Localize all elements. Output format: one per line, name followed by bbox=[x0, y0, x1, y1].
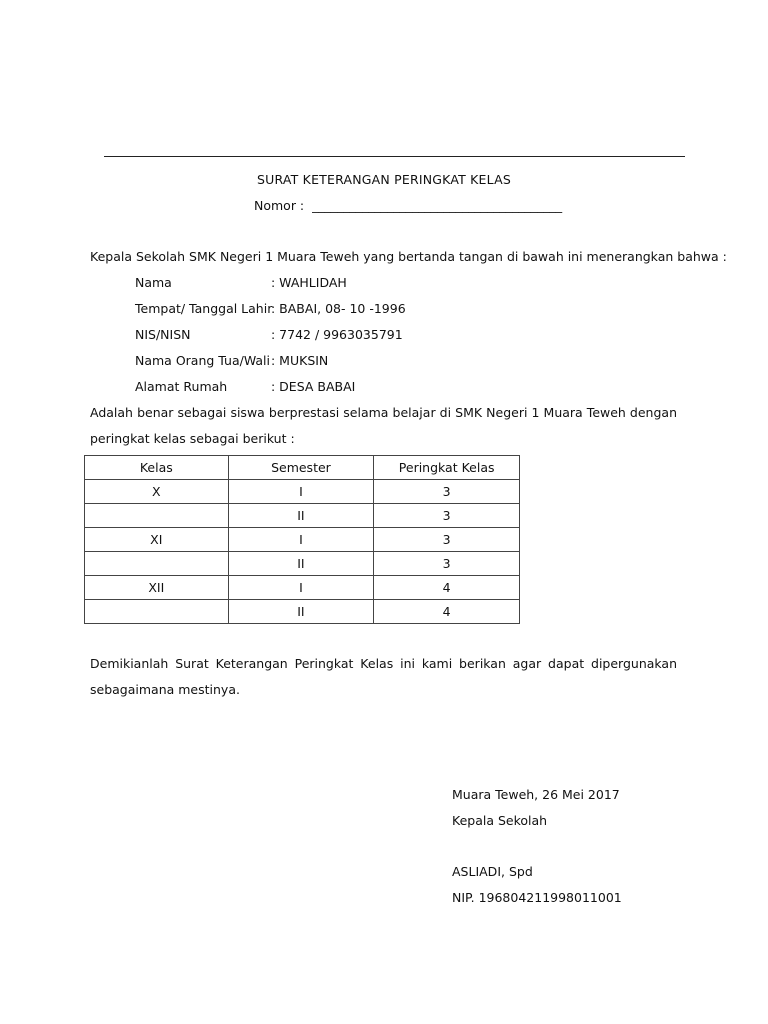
field-label-nama: Nama bbox=[135, 275, 172, 290]
table-cell: 3 bbox=[374, 504, 520, 528]
nomor-label: Nomor : bbox=[254, 198, 305, 213]
field-label-nis: NIS/NISN bbox=[135, 327, 191, 342]
closing-text: Demikianlah Surat Keterangan Peringkat Kelas ini kami berikan agar dapat dipergunakan sebagaimana mestinya. bbox=[90, 656, 677, 697]
table-cell bbox=[85, 504, 229, 528]
letter-number bbox=[254, 198, 562, 213]
table-row bbox=[85, 480, 520, 504]
table-cell: XII bbox=[85, 576, 229, 600]
signature-name: ASLIADI, Spd bbox=[452, 864, 533, 879]
table-cell: II bbox=[228, 504, 374, 528]
table-row bbox=[85, 504, 520, 528]
statement-text: Adalah benar sebagai siswa berprestasi selama belajar di SMK Negeri 1 Muara Teweh dengan peringkat kelas sebagai berikut : bbox=[90, 405, 677, 446]
signature-position: Kepala Sekolah bbox=[452, 813, 548, 828]
rank-table bbox=[84, 455, 520, 624]
table-cell: I bbox=[228, 528, 374, 552]
table-cell bbox=[85, 600, 229, 624]
table-cell: 4 bbox=[374, 576, 520, 600]
signature-place-date: Muara Teweh, 26 Mei 2017 bbox=[452, 787, 620, 802]
table-cell: II bbox=[228, 600, 374, 624]
table-header: Kelas bbox=[85, 456, 229, 480]
field-value-ttl: : BABAI, 08- 10 -1996 bbox=[271, 301, 406, 316]
field-value-nama: : WAHLIDAH bbox=[271, 275, 347, 290]
table-cell: II bbox=[228, 552, 374, 576]
table-row bbox=[85, 552, 520, 576]
table-cell: 3 bbox=[374, 552, 520, 576]
table-cell bbox=[85, 552, 229, 576]
nomor-blank: ________________________________________ bbox=[312, 198, 563, 213]
table-cell: I bbox=[228, 480, 374, 504]
table-cell: X bbox=[85, 480, 229, 504]
table-cell: 3 bbox=[374, 480, 520, 504]
field-label-wali: Nama Orang Tua/Wali bbox=[135, 353, 270, 368]
table-header-row bbox=[85, 456, 520, 480]
table-header: Peringkat Kelas bbox=[374, 456, 520, 480]
table-row bbox=[85, 600, 520, 624]
field-value-wali: : MUKSIN bbox=[271, 353, 329, 368]
table-row bbox=[85, 528, 520, 552]
table-row bbox=[85, 576, 520, 600]
field-label-alamat: Alamat Rumah bbox=[135, 379, 228, 394]
table-cell: 4 bbox=[374, 600, 520, 624]
field-value-alamat: : DESA BABAI bbox=[271, 379, 356, 394]
letter-title: SURAT KETERANGAN PERINGKAT KELAS bbox=[257, 172, 511, 187]
table-cell: 3 bbox=[374, 528, 520, 552]
intro-text: Kepala Sekolah SMK Negeri 1 Muara Teweh yang bertanda tangan di bawah ini menerangkan bahwa : bbox=[90, 249, 727, 264]
signature-nip: NIP. 196804211998011001 bbox=[452, 890, 622, 905]
table-cell: XI bbox=[85, 528, 229, 552]
table-cell: I bbox=[228, 576, 374, 600]
table-header: Semester bbox=[228, 456, 374, 480]
field-label-ttl: Tempat/ Tanggal Lahir bbox=[135, 301, 273, 316]
header-rule bbox=[104, 156, 685, 157]
field-value-nis: : 7742 / 9963035791 bbox=[271, 327, 403, 342]
